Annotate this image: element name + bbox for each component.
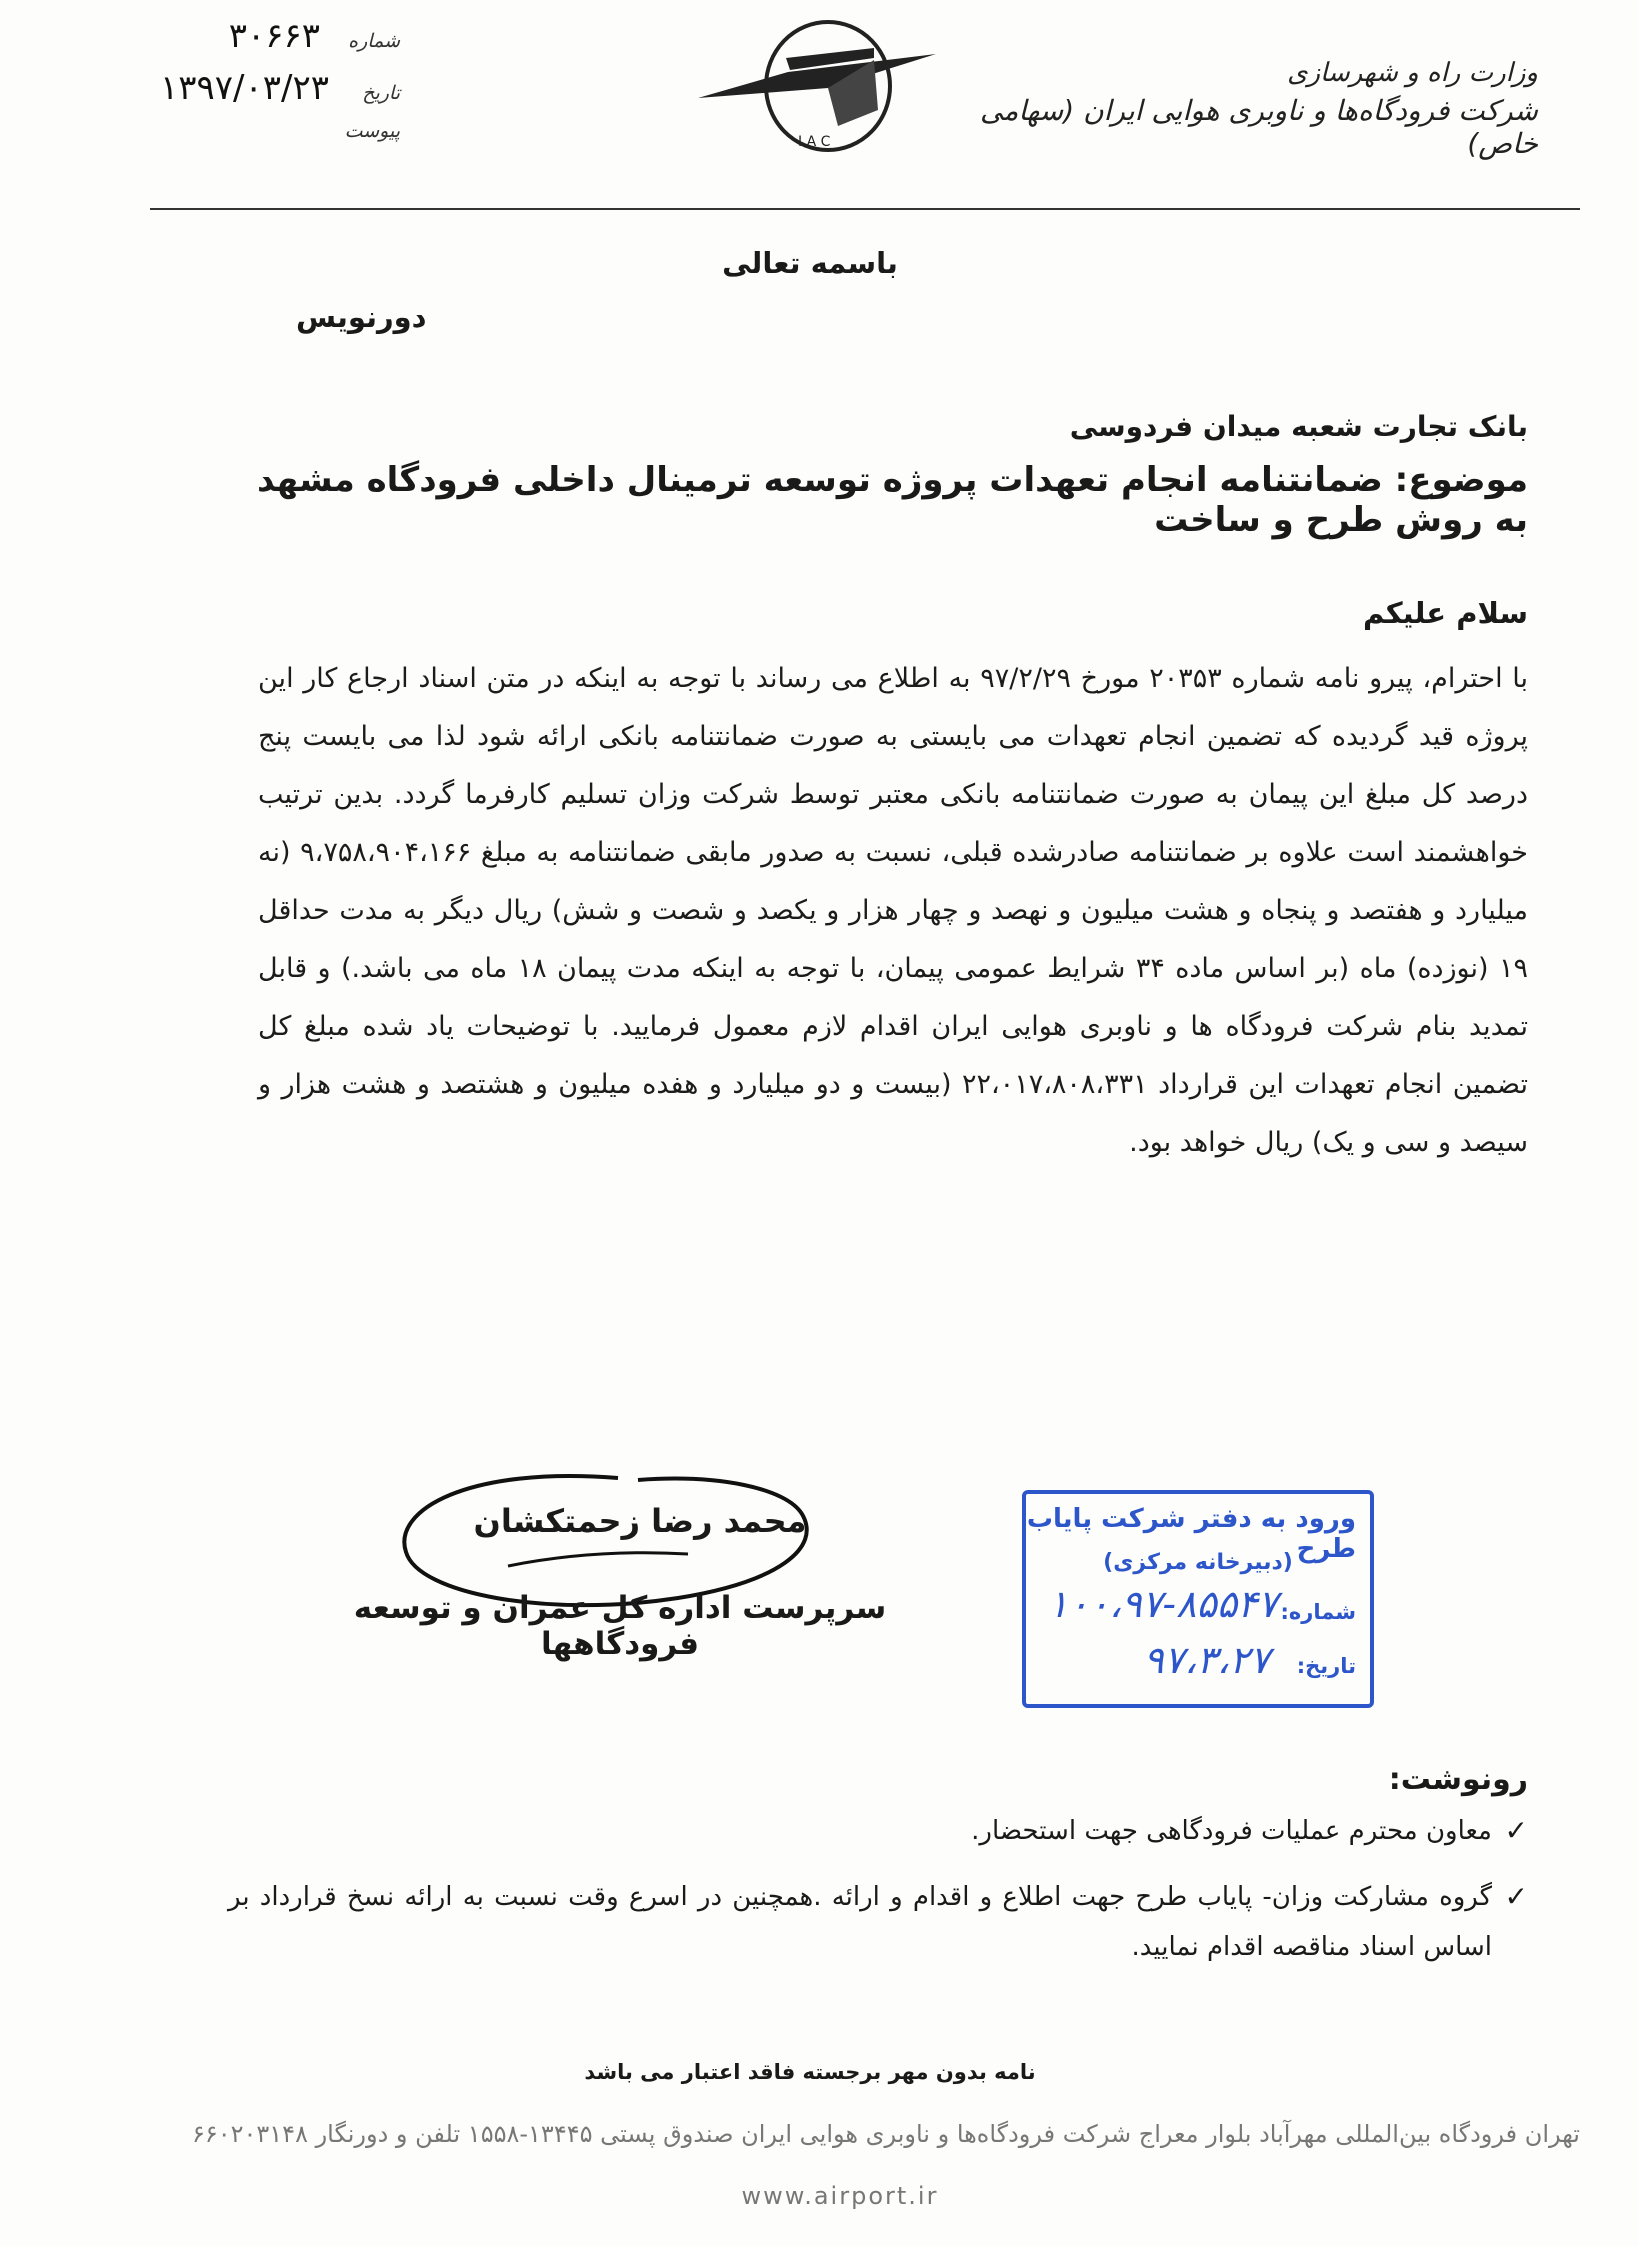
stamp-number-label: شماره: xyxy=(1280,1600,1356,1624)
company-name: شرکت فرودگاه‌ها و ناوبری هوایی ایران (سهامی خاص) xyxy=(980,94,1538,160)
attachment-row xyxy=(160,120,400,172)
date-label: تاریخ xyxy=(362,82,400,104)
stamp-subtitle: (دبیرخانه مرکزی) xyxy=(1103,1550,1293,1575)
attachment-label: پیوست xyxy=(344,120,400,142)
cc-list xyxy=(228,1806,1528,1988)
footer-website: www.airport.ir xyxy=(741,2182,939,2210)
signatory-name: محمد رضا زحمتکشان xyxy=(473,1502,807,1540)
date-row xyxy=(160,68,400,120)
stamp-title: ورود به دفتر شرکت پایاب طرح xyxy=(1026,1504,1356,1564)
stamp-number-value: ۱۰۰،۹۷-۸۵۵۴۷ xyxy=(1047,1582,1278,1626)
cc-item xyxy=(228,1872,1528,1972)
number-value: ۳۰۶۶۳ xyxy=(228,16,320,56)
fax-label: دورنویس xyxy=(296,300,427,334)
checkmark-icon: ✓ xyxy=(1504,1880,1528,1913)
organization-name xyxy=(978,58,1538,160)
checkmark-icon: ✓ xyxy=(1504,1814,1528,1847)
stamp-date-value: ۹۷،۳،۲۷ xyxy=(1143,1638,1270,1682)
signatory-title: سرپرست اداره کل عمران و توسعه فرودگاهها xyxy=(353,1590,887,1662)
number-label: شماره xyxy=(348,30,400,52)
letter-meta xyxy=(160,16,400,172)
cc-item-text: گروه مشارکت وزان- پایاب طرح جهت اطلاع و اقدام و ارائه .همچنین در اسرع وقت نسبت به ارائه نسخ قرارداد بر اساس اسناد مناقصه اقدام نمایید. xyxy=(228,1882,1492,1962)
recipient: بانک تجارت شعبه میدان فردوسی xyxy=(1069,410,1528,443)
cc-item-text: معاون محترم عملیات فرودگاهی جهت استحضار. xyxy=(971,1816,1492,1846)
organization-logo xyxy=(678,14,978,164)
cc-title: رونوشت: xyxy=(1388,1762,1528,1797)
basmala: باسمه تعالی xyxy=(722,246,898,280)
subject-line: موضوع: ضمانتنامه انجام تعهدات پروژه توسعه ترمینال داخلی فرودگاه مشهد به روش طرح و ساخت xyxy=(257,460,1528,540)
svg-text:I A C: I A C xyxy=(798,134,831,150)
received-stamp xyxy=(1022,1490,1374,1708)
footer-address: تهران فرودگاه بین‌المللی مهرآباد بلوار معراج شرکت فرودگاه‌ها و ناوبری هوایی ایران صندوق پستی ۱۳۴۴۵-۱۵۵۸ تلفن و دورنگار ۶۶۰۲۰۳۱۴۸ xyxy=(191,2120,1580,2148)
ministry-name: وزارت راه و شهرسازی xyxy=(1287,58,1538,88)
header-divider xyxy=(150,208,1580,210)
date-value: ۱۳۹۷/۰۳/۲۳ xyxy=(160,68,330,108)
letter-body: با احترام، پیرو نامه شماره ۲۰۳۵۳ مورخ ۹۷/۲/۲۹ به اطلاع می رساند با توجه به اینکه در متن اسناد ارجاع کار این پروژه قید گردیده که تضمین انجام تعهدات می بایستی به صورت ضمانتنامه بانکی ارائه شود لذا می بایست پنج درصد کل مبلغ این پیمان به صورت ضمانتنامه بانکی معتبر توسط شرکت وزان تسلیم کارفرما گردد. بدین ترتیب خواهشمند است علاوه بر ضمانتنامه صادرشده قبلی، نسبت به صدور مابقی ضمانتنامه به مبلغ ۹،۷۵۸،۹۰۴،۱۶۶ (نه میلیارد و هفتصد و پنجاه و هشت میلیون و نهصد و چهار هزار و یکصد و شصت و شش) ریال دیگر به مدت حداقل ۱۹ (نوزده) ماه (بر اساس ماده ۳۴ شرایط عمومی پیمان، با توجه به اینکه مدت پیمان ۱۸ ماه می باشد.) و قابل تمدید بنام شرکت فرودگاه ها و ناوبری هوایی ایران اقدام لازم معمول فرمایید. با توضیحات یاد شده مبلغ کل تضمین انجام تعهدات این قرارداد ۲۲،۰۱۷،۸۰۸،۳۳۱ (بیست و دو میلیارد و هفده میلیون و هشتصد و هشت هزار و سیصد و سی و یک) ریال خواهد بود. xyxy=(258,663,1529,1158)
validity-note: نامه بدون مهر برجسته فاقد اعتبار می باشد xyxy=(584,2060,1036,2084)
number-row xyxy=(160,16,400,68)
stamp-date-label: تاریخ: xyxy=(1296,1654,1356,1678)
greeting: سلام علیکم xyxy=(1363,596,1528,630)
cc-item xyxy=(228,1806,1528,1856)
